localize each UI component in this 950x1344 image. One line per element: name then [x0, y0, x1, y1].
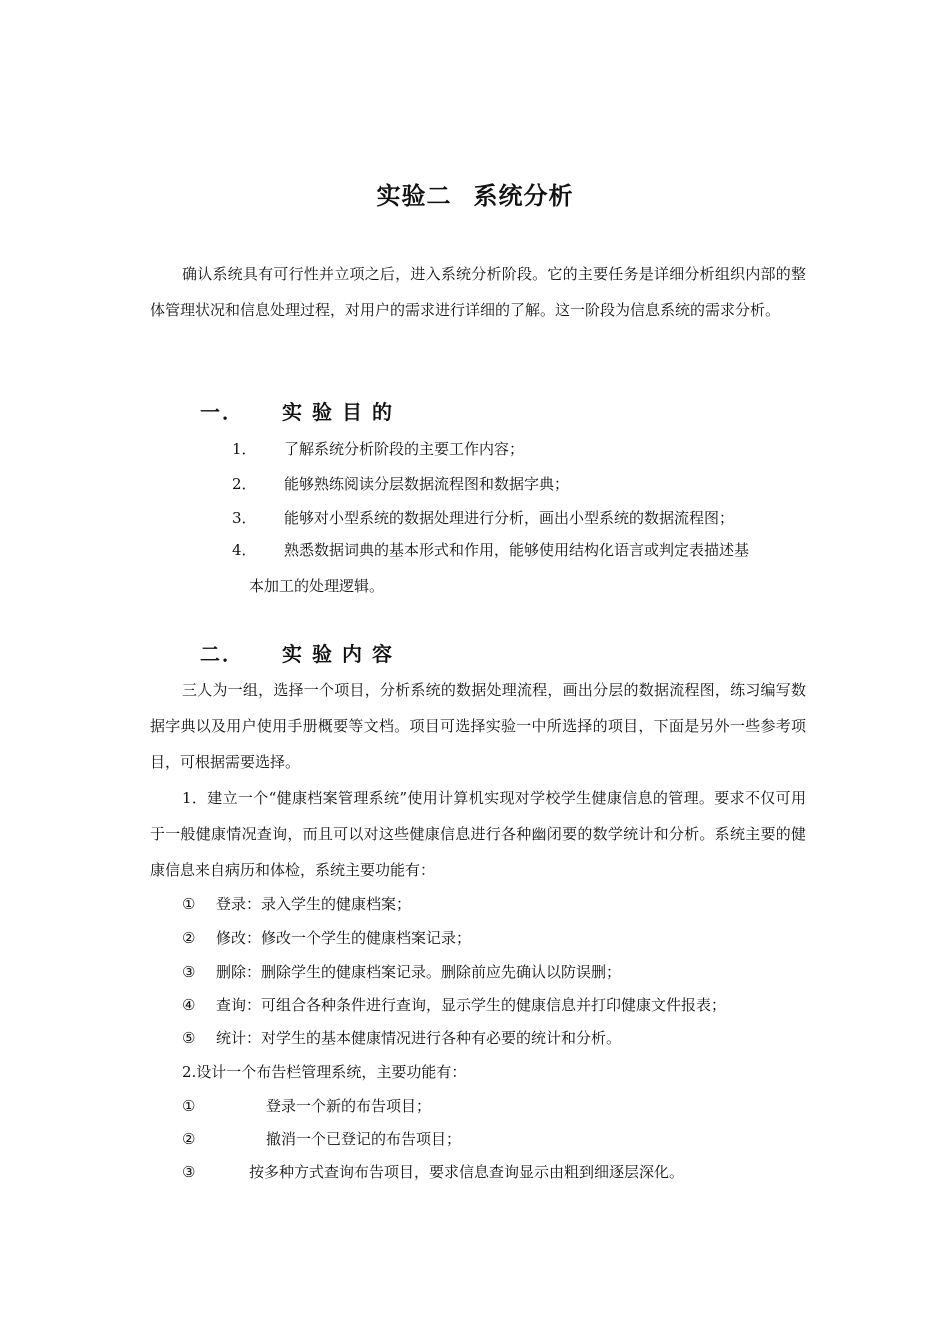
section2-heading: [200, 639, 402, 669]
section1-heading: [200, 397, 402, 427]
objective-text: 能够对小型系统的数据处理进行分析，画出小型系统的数据流程图；: [284, 509, 735, 527]
title-part2: 系统分析: [473, 182, 574, 210]
function-item: [182, 926, 471, 950]
function-item: [182, 1160, 684, 1184]
function-item: [182, 993, 726, 1017]
intro-paragraph: 确认系统具有可行性并立项之后，进入系统分析阶段。它的主要任务是详细分析组织内部的整体管理状况和信息处理过程，对用户的需求进行详细的了解。这一阶段为信息系统的需求分析。: [150, 265, 806, 319]
objective-number: 2．: [232, 475, 257, 493]
title-part1: 实验二: [376, 182, 452, 210]
objective-text: 能够熟练阅读分层数据流程图和数据字典；: [284, 475, 570, 493]
section1-title: 实验目的: [282, 400, 402, 424]
function-mark: ②: [182, 1130, 196, 1148]
function-text: 统计：对学生的基本健康情况进行各种有必要的统计和分析。: [216, 1029, 622, 1047]
function-text: 按多种方式查询布告项目，要求信息查询显示由粗到细逐层深化。: [249, 1163, 685, 1181]
project1-paragraph: 1．建立一个“健康档案管理系统”使用计算机实现对学校学生健康信息的管理。要求不仅可用于一般健康情况查询，而且可以对这些健康信息进行各种幽闭要的数学统计和分析。系统主要的健康信息来自病历和体检，系统主要功能有：: [150, 789, 806, 879]
function-item: [182, 960, 621, 984]
function-text: 登录：录入学生的健康档案；: [216, 895, 412, 913]
function-text: 查询：可组合各种条件进行查询，显示学生的健康信息并打印健康文件报表；: [216, 996, 727, 1014]
project2-line: 2.设计一个布告栏管理系统，主要功能有：: [182, 1063, 467, 1081]
function-text: 删除：删除学生的健康档案记录。删除前应先确认以防误删；: [216, 963, 622, 981]
function-item: [182, 1026, 621, 1050]
objective-number: 1．: [232, 440, 257, 458]
objective-item: [232, 506, 734, 530]
function-mark: ③: [182, 963, 196, 981]
objective-text: 熟悉数据词典的基本形式和作用，能够使用结构化语言或判定表描述基: [284, 541, 750, 559]
section1-number: 一．: [200, 400, 244, 424]
function-mark: ①: [182, 895, 196, 913]
function-text: 修改：修改一个学生的健康档案记录；: [216, 929, 472, 947]
page-title: [0, 176, 950, 216]
section2-title: 实验内容: [282, 642, 402, 666]
objective-item: [232, 538, 749, 562]
function-item: [182, 892, 411, 916]
function-item: [182, 1127, 461, 1151]
function-mark: ①: [182, 1097, 196, 1115]
function-mark: ④: [182, 996, 196, 1014]
objective-text: 了解系统分析阶段的主要工作内容；: [284, 440, 525, 458]
objective-item: [232, 472, 569, 496]
content-paragraph: 三人为一组，选择一个项目，分析系统的数据处理流程，画出分层的数据流程图，练习编写数据字典以及用户使用手册概要等文档。项目可选择实验一中所选择的项目，下面是另外一些参考项目，可根据需要选择。: [150, 681, 806, 771]
function-item: [182, 1094, 431, 1118]
function-mark: ③: [182, 1163, 196, 1181]
objective-item: [232, 437, 524, 461]
section2-number: 二．: [200, 642, 244, 666]
objective-number: 3．: [232, 509, 257, 527]
objective-number: 4．: [232, 541, 257, 559]
function-text: 登录一个新的布告项目；: [266, 1097, 432, 1115]
objective-item-continuation: 本加工的处理逻辑。: [249, 577, 385, 595]
function-text: 撤消一个已登记的布告项目；: [266, 1130, 462, 1148]
function-mark: ②: [182, 929, 196, 947]
function-mark: ⑤: [182, 1029, 196, 1047]
